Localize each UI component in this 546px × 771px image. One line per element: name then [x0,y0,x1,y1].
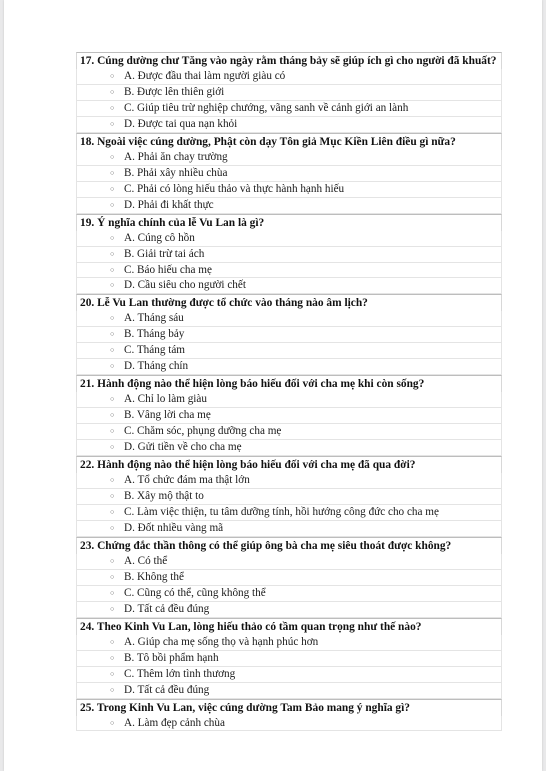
bullet-icon: ○ [110,249,115,258]
bullet-icon: ○ [110,200,115,209]
bullet-icon: ○ [110,265,115,274]
question-block [76,699,502,732]
bullet-icon: ○ [110,427,115,436]
answer-option [76,392,502,408]
answer-option-text: A. Phải ăn chay trường [124,150,228,163]
answer-option [76,635,502,651]
bullet-icon: ○ [110,330,115,339]
question-block [76,294,502,375]
question-block [76,375,502,456]
bullet-icon: ○ [110,588,115,597]
bullet-icon: ○ [110,523,115,532]
question-title: 17. Cúng dường chư Tăng vào ngày rằm tháng bảy sẽ giúp ích gì cho người đã khuất? [76,52,502,69]
bullet-icon: ○ [110,411,115,420]
question-title: 21. Hành động nào thể hiện lòng báo hiếu đối với cha mẹ khi còn sống? [76,375,502,392]
answer-option-text: B. Tháng bảy [124,328,185,341]
bullet-icon: ○ [110,346,115,355]
question-title: 25. Trong Kinh Vu Lan, việc cúng dường Tam Bảo mang ý nghĩa gì? [76,699,502,716]
answer-option [76,85,502,101]
answer-option [76,247,502,263]
bullet-icon: ○ [110,476,115,485]
bullet-icon: ○ [110,653,115,662]
answer-option-text: A. Làm đẹp cảnh chùa [124,716,225,729]
answer-option-text: B. Được lên thiên giới [124,85,225,98]
answer-option-text: B. Phải xây nhiều chùa [124,166,228,179]
answer-option-text: B. Vâng lời cha mẹ [124,409,211,422]
answer-option-text: B. Giải trừ tai ách [124,247,205,260]
bullet-icon: ○ [110,152,115,161]
answer-option [76,263,502,279]
answer-option [76,489,502,505]
answer-option-text: D. Tất cả đều đúng [124,683,210,696]
answer-option [76,182,502,198]
answer-option-text: A. Cúng cô hồn [124,231,195,244]
answer-option-text: C. Chăm sóc, phụng dưỡng cha mẹ [124,425,282,438]
question-block [76,52,502,133]
question-title: 18. Ngoài việc cúng dường, Phật còn dạy Tôn giả Mục Kiền Liên điều gì nữa? [76,133,502,150]
answer-option-text: B. Không thể [124,570,184,583]
question-block [76,133,502,214]
answer-option-text: C. Giúp tiêu trừ nghiệp chướng, vãng sanh về cảnh giới an lành [124,101,409,114]
answer-option-text: D. Gửi tiền về cho cha mẹ [124,441,242,454]
answer-option [76,554,502,570]
question-block [76,537,502,618]
answer-option [76,69,502,85]
answer-option [76,327,502,343]
answer-option [76,716,502,732]
answer-option [76,150,502,166]
answer-option [76,117,502,133]
answer-option [76,473,502,489]
answer-option-text: C. Báo hiếu cha mẹ [124,263,212,276]
bullet-icon: ○ [110,604,115,613]
question-list [76,52,502,731]
bullet-icon: ○ [110,233,115,242]
answer-option [76,602,502,618]
bullet-icon: ○ [110,556,115,565]
answer-option [76,359,502,375]
answer-option-text: C. Phải có lòng hiếu thảo và thực hành hạnh hiếu [124,182,345,195]
bullet-icon: ○ [110,637,115,646]
bullet-icon: ○ [110,184,115,193]
answer-option-text: D. Phải đi khất thực [124,198,214,211]
bullet-icon: ○ [110,395,115,404]
answer-option-text: C. Làm việc thiện, tu tâm dưỡng tính, hồi hướng công đức cho cha mẹ [124,505,439,518]
bullet-icon: ○ [110,507,115,516]
question-title: 20. Lễ Vu Lan thường được tổ chức vào tháng nào âm lịch? [76,294,502,311]
answer-option [76,101,502,117]
question-block [76,618,502,699]
answer-option [76,667,502,683]
bullet-icon: ○ [110,168,115,177]
answer-option [76,521,502,537]
answer-option-text: B. Tô bồi phẩm hạnh [124,651,219,664]
bullet-icon: ○ [110,572,115,581]
question-title: 24. Theo Kinh Vu Lan, lòng hiếu thảo có tầm quan trọng như thế nào? [76,618,502,635]
answer-option [76,166,502,182]
answer-option-text: B. Xây mộ thật to [124,490,204,503]
answer-option [76,343,502,359]
answer-option [76,505,502,521]
answer-option-text: A. Chỉ lo làm giàu [124,393,207,406]
bullet-icon: ○ [110,718,115,727]
bullet-icon: ○ [110,87,115,96]
answer-option [76,651,502,667]
bullet-icon: ○ [110,669,115,678]
answer-option [76,198,502,214]
answer-option-text: C. Cũng có thể, cũng không thể [124,586,266,599]
question-title: 19. Ý nghĩa chính của lễ Vu Lan là gì? [76,214,502,231]
question-title: 22. Hành động nào thể hiện lòng báo hiếu đối với cha mẹ đã qua đời? [76,456,502,473]
answer-option [76,311,502,327]
bullet-icon: ○ [110,685,115,694]
bullet-icon: ○ [110,103,115,112]
answer-option [76,440,502,456]
answer-option-text: C. Thêm lớn tình thương [124,667,236,680]
answer-option-text: A. Tháng sáu [124,312,184,325]
question-title: 23. Chứng đắc thần thông có thể giúp ông bà cha mẹ siêu thoát được không? [76,537,502,554]
answer-option [76,424,502,440]
bullet-icon: ○ [110,492,115,501]
answer-option-text: D. Được tai qua nạn khỏi [124,117,238,130]
answer-option-text: A. Tổ chức đám ma thật lớn [124,474,250,487]
bullet-icon: ○ [110,119,115,128]
answer-option [76,586,502,602]
answer-option [76,683,502,699]
answer-option-text: A. Có thể [124,554,168,567]
answer-option-text: A. Giúp cha mẹ sống thọ và hạnh phúc hơn [124,635,319,648]
answer-option [76,570,502,586]
bullet-icon: ○ [110,362,115,371]
answer-option-text: D. Đốt nhiều vàng mã [124,521,224,534]
bullet-icon: ○ [110,314,115,323]
bullet-icon: ○ [110,443,115,452]
answer-option [76,408,502,424]
question-block [76,214,502,295]
answer-option-text: C. Tháng tám [124,344,186,357]
answer-option [76,278,502,294]
question-block [76,456,502,537]
bullet-icon: ○ [110,281,115,290]
bullet-icon: ○ [110,72,115,80]
answer-option-text: A. Được đầu thai làm người giàu có [124,70,286,82]
answer-option-text: D. Cầu siêu cho người chết [124,279,246,292]
document-page [4,0,542,771]
answer-option [76,231,502,247]
answer-option-text: D. Tất cả đều đúng [124,602,210,615]
answer-option-text: D. Tháng chín [124,360,189,373]
